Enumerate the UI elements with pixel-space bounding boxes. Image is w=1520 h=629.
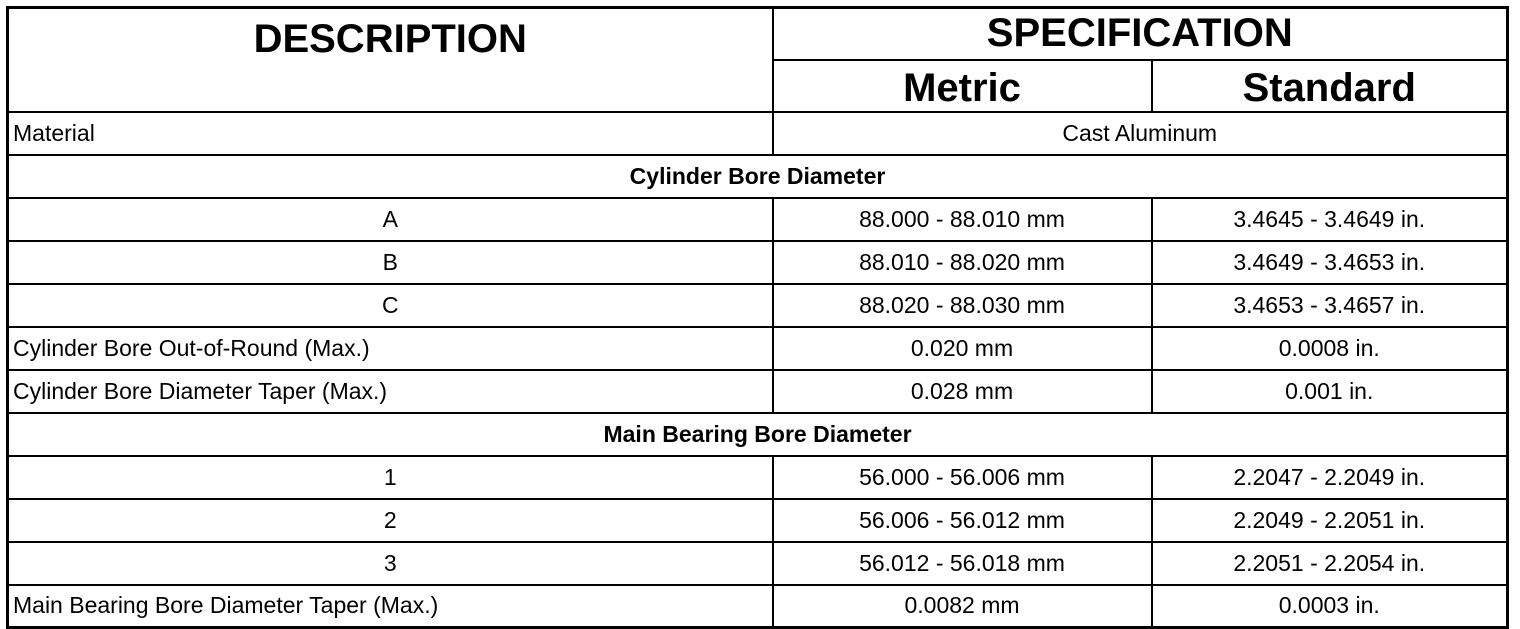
metric-header: Metric xyxy=(773,60,1152,112)
material-value: Cast Aluminum xyxy=(773,112,1508,155)
standard-value: 0.001 in. xyxy=(1152,370,1508,413)
row-description: 3 xyxy=(8,542,773,585)
section-title-cylinder-bore: Cylinder Bore Diameter xyxy=(8,155,1508,198)
section-row xyxy=(8,155,1508,198)
table-row xyxy=(8,456,1508,499)
table-row xyxy=(8,241,1508,284)
row-description: B xyxy=(8,241,773,284)
table-row xyxy=(8,370,1508,413)
material-label: Material xyxy=(8,112,773,155)
table-row xyxy=(8,198,1508,241)
row-description: C xyxy=(8,284,773,327)
standard-header: Standard xyxy=(1152,60,1508,112)
specification-table xyxy=(6,6,1509,629)
metric-value: 88.010 - 88.020 mm xyxy=(773,241,1152,284)
row-description: 1 xyxy=(8,456,773,499)
section-row xyxy=(8,413,1508,456)
standard-value: 2.2049 - 2.2051 in. xyxy=(1152,499,1508,542)
row-description: 2 xyxy=(8,499,773,542)
standard-value: 3.4653 - 3.4657 in. xyxy=(1152,284,1508,327)
table-row xyxy=(8,499,1508,542)
standard-value: 3.4649 - 3.4653 in. xyxy=(1152,241,1508,284)
table-row xyxy=(8,327,1508,370)
metric-value: 0.028 mm xyxy=(773,370,1152,413)
metric-value: 0.020 mm xyxy=(773,327,1152,370)
section-title-main-bearing: Main Bearing Bore Diameter xyxy=(8,413,1508,456)
table-row xyxy=(8,585,1508,628)
standard-value: 0.0003 in. xyxy=(1152,585,1508,628)
table-row xyxy=(8,284,1508,327)
description-header: DESCRIPTION xyxy=(8,8,773,112)
row-description: Main Bearing Bore Diameter Taper (Max.) xyxy=(8,585,773,628)
standard-value: 0.0008 in. xyxy=(1152,327,1508,370)
standard-value: 3.4645 - 3.4649 in. xyxy=(1152,198,1508,241)
specification-header: SPECIFICATION xyxy=(773,8,1508,60)
row-description: Cylinder Bore Diameter Taper (Max.) xyxy=(8,370,773,413)
metric-value: 88.020 - 88.030 mm xyxy=(773,284,1152,327)
row-description: A xyxy=(8,198,773,241)
metric-value: 0.0082 mm xyxy=(773,585,1152,628)
metric-value: 56.006 - 56.012 mm xyxy=(773,499,1152,542)
table-row xyxy=(8,542,1508,585)
table-row xyxy=(8,112,1508,155)
standard-value: 2.2047 - 2.2049 in. xyxy=(1152,456,1508,499)
standard-value: 2.2051 - 2.2054 in. xyxy=(1152,542,1508,585)
metric-value: 88.000 - 88.010 mm xyxy=(773,198,1152,241)
metric-value: 56.012 - 56.018 mm xyxy=(773,542,1152,585)
header-row xyxy=(8,8,1508,60)
row-description: Cylinder Bore Out-of-Round (Max.) xyxy=(8,327,773,370)
metric-value: 56.000 - 56.006 mm xyxy=(773,456,1152,499)
